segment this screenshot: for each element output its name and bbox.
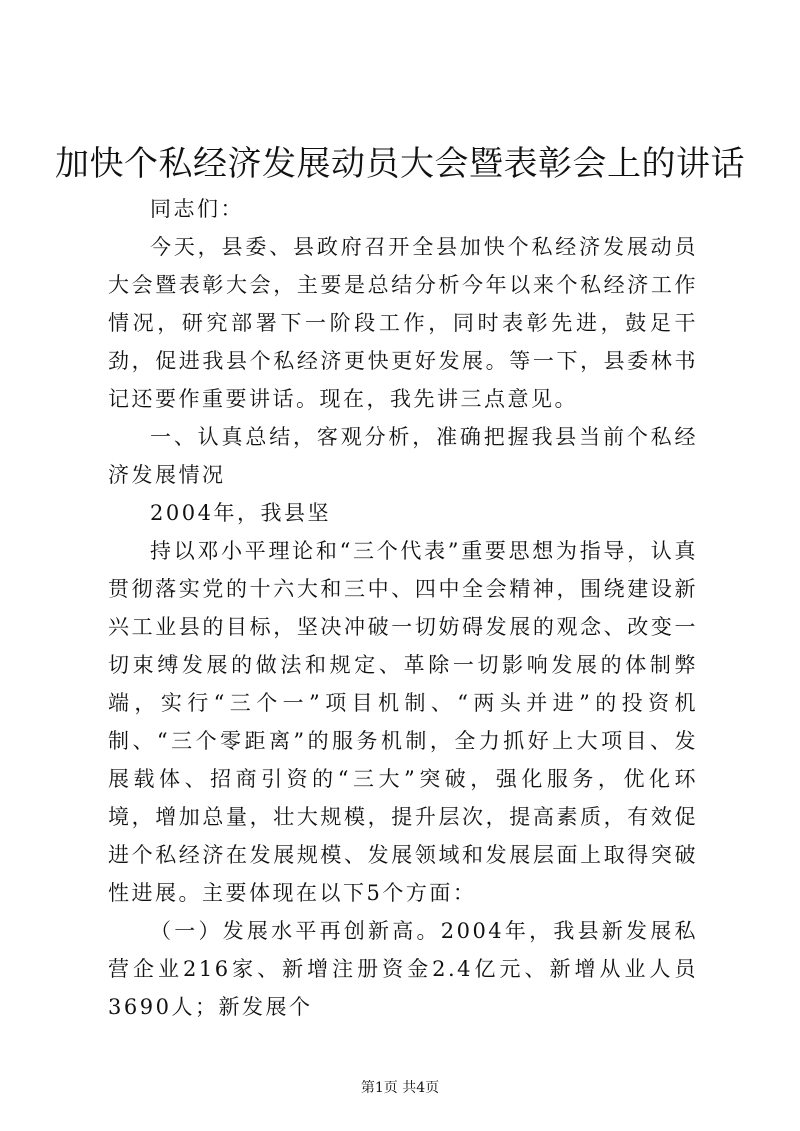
paragraph-point-1: （一）发展水平再创新高。2004年，我县新发展私营企业216家、新增注册资金2.4亿元、新增从业人员3690人；新发展个 bbox=[108, 919, 698, 1019]
section-heading-1: 一、认真总结，客观分析，准确把握我县当前个私经济发展情况 bbox=[108, 425, 698, 487]
paragraph-overview: 持以邓小平理论和“三个代表”重要思想为指导，认真贯彻落实党的十六大和三中、四中全会精神，围绕建设新兴工业县的目标，坚决冲破一切妨碍发展的观念、改变一切束缚发展的做法和规定、革除一切影响发展的体制弊端，实行“三个一”项目机制、“两头并进”的投资机制、“三个零距离”的服务机制，全力抓好上大项目、发展载体、招商引资的“三大”突破，强化服务，优化环境，增加总量，壮大规模，提升层次，提高素质，有效促进个私经济在发展规模、发展领域和发展层面上取得突破性进展。主要体现在以下5个方面： bbox=[108, 539, 698, 905]
page-number-footer: 第1页 共4页 bbox=[360, 1080, 440, 1096]
paragraph-year-start: 2004年，我县坚 bbox=[150, 501, 331, 525]
paragraph-salutation: 同志们： bbox=[150, 197, 244, 221]
document-title: 加快个私经济发展动员大会暨表彰会上的讲话 bbox=[55, 144, 745, 184]
paragraph-intro: 今天，县委、县政府召开全县加快个私经济发展动员大会暨表彰大会，主要是总结分析今年以来个私经济工作情况，研究部署下一阶段工作，同时表彰先进，鼓足干劲，促进我县个私经济更快更好发展。等一下，县委林书记还要作重要讲话。现在，我先讲三点意见。 bbox=[108, 235, 698, 411]
document-body bbox=[108, 190, 698, 1026]
